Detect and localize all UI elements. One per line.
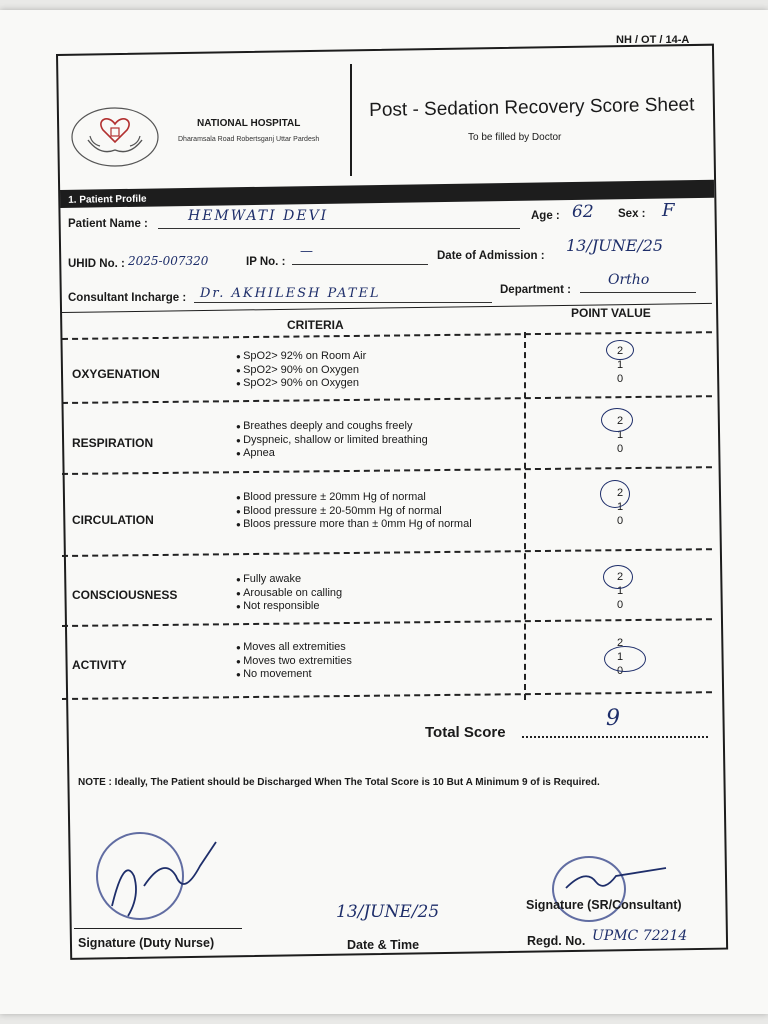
admission-label: Date of Admission : <box>437 250 545 262</box>
option: ● SpO2> 90% on Oxygen <box>236 364 506 378</box>
page-title: Post - Sedation Recovery Score Sheet <box>369 94 695 121</box>
criterion-activity: ACTIVITY <box>72 658 127 672</box>
department-label: Department : <box>500 284 571 296</box>
consciousness-options <box>236 573 506 614</box>
department-value[interactable]: Ortho <box>608 272 650 288</box>
regd-no-value[interactable]: UPMC 72214 <box>592 928 688 944</box>
total-score-line <box>522 736 708 738</box>
point-0[interactable]: 0 <box>616 373 624 385</box>
consultant-value[interactable]: Dr. AKHILESH PATEL <box>200 286 381 301</box>
criterion-consciousness: CONSCIOUSNESS <box>72 588 178 602</box>
uhid-label: UHID No. : <box>68 258 125 270</box>
point-2[interactable]: 2 <box>616 487 624 499</box>
patient-name-label: Patient Name : <box>68 218 148 230</box>
patient-name-value[interactable]: HEMWATI DEVI <box>188 208 329 224</box>
date-value[interactable]: 13/JUNE/25 <box>336 902 440 922</box>
point-0[interactable]: 0 <box>616 599 624 611</box>
point-0[interactable]: 0 <box>616 665 624 677</box>
point-1[interactable]: 1 <box>616 359 624 371</box>
option: ● Breathes deeply and coughs freely <box>236 420 506 434</box>
selected-circle <box>600 480 630 508</box>
option: ● Dyspneic, shallow or limited breathing <box>236 434 506 448</box>
selected-circle <box>604 646 646 672</box>
age-value[interactable]: 62 <box>572 202 594 222</box>
uhid-value[interactable]: 2025-007320 <box>128 254 209 268</box>
section-title: 1. Patient Profile <box>68 193 147 206</box>
hospital-logo-icon <box>70 106 160 168</box>
circulation-options <box>236 491 498 532</box>
activity-options <box>236 641 506 682</box>
option: ● Blood pressure ± 20-50mm Hg of normal <box>236 505 498 519</box>
total-score-value[interactable]: 9 <box>606 706 620 731</box>
regd-no-label: Regd. No. <box>527 934 586 948</box>
point-2[interactable]: 2 <box>616 415 624 427</box>
criteria-header: CRITERIA <box>287 318 344 332</box>
hospital-address: Dharamsala Road Robertsganj Uttar Pardesh <box>178 136 320 143</box>
point-1[interactable]: 1 <box>616 585 624 597</box>
consultant-signature-label: Signature (SR/Consultant) <box>526 898 682 912</box>
option: ● Moves all extremities <box>236 641 506 655</box>
respiration-options <box>236 420 506 461</box>
point-1[interactable]: 1 <box>616 651 624 663</box>
nurse-signature-line <box>74 928 242 929</box>
hospital-name: NATIONAL HOSPITAL <box>197 118 301 129</box>
option: ● Not responsible <box>236 600 506 614</box>
admission-value[interactable]: 13/JUNE/25 <box>566 236 664 255</box>
option: ● No movement <box>236 668 506 682</box>
option: ● Bloos pressure more than ± 0mm Hg of normal <box>236 518 498 532</box>
selected-circle <box>606 340 634 360</box>
selected-circle <box>601 408 633 432</box>
point-2[interactable]: 2 <box>616 571 624 583</box>
option: ● Fully awake <box>236 573 506 587</box>
option: ● Moves two extremities <box>236 655 506 669</box>
age-label: Age : <box>531 210 560 222</box>
criterion-circulation: CIRCULATION <box>72 513 154 527</box>
sex-label: Sex : <box>618 208 646 220</box>
point-value-header: POINT VALUE <box>571 306 651 320</box>
option: ● Apnea <box>236 447 506 461</box>
page-subtitle: To be filled by Doctor <box>468 132 562 143</box>
point-1[interactable]: 1 <box>616 429 624 441</box>
option: ● Blood pressure ± 20mm Hg of normal <box>236 491 498 505</box>
point-0[interactable]: 0 <box>616 443 624 455</box>
point-2[interactable]: 2 <box>616 345 624 357</box>
discharge-note: NOTE : Ideally, The Patient should be Discharged When The Total Score is 10 But A Minimum 9 of is Required. <box>78 777 600 788</box>
point-2[interactable]: 2 <box>616 637 624 649</box>
option: ● SpO2> 92% on Room Air <box>236 350 506 364</box>
criterion-oxygenation: OXYGENATION <box>72 367 160 381</box>
column-divider <box>524 332 526 700</box>
form-sheet <box>0 10 768 1014</box>
form-code: NH / OT / 14-A <box>616 34 690 46</box>
ip-label: IP No. : <box>246 256 286 268</box>
date-time-label: Date & Time <box>347 938 420 952</box>
option: ● Arousable on calling <box>236 587 506 601</box>
oxygenation-options <box>236 350 506 391</box>
criterion-respiration: RESPIRATION <box>72 436 154 450</box>
sex-value[interactable]: F <box>662 200 675 221</box>
point-1[interactable]: 1 <box>616 501 624 513</box>
nurse-signature-label: Signature (Duty Nurse) <box>78 936 215 950</box>
point-0[interactable]: 0 <box>616 515 624 527</box>
total-score-label: Total Score <box>425 724 506 741</box>
selected-circle <box>603 565 633 589</box>
ip-value[interactable]: — <box>300 244 313 259</box>
consultant-label: Consultant Incharge : <box>68 292 187 304</box>
option: ● SpO2> 90% on Oxygen <box>236 377 506 391</box>
consultant-signature-icon <box>556 862 676 902</box>
header-divider <box>350 64 352 176</box>
nurse-signature-icon <box>104 836 224 932</box>
